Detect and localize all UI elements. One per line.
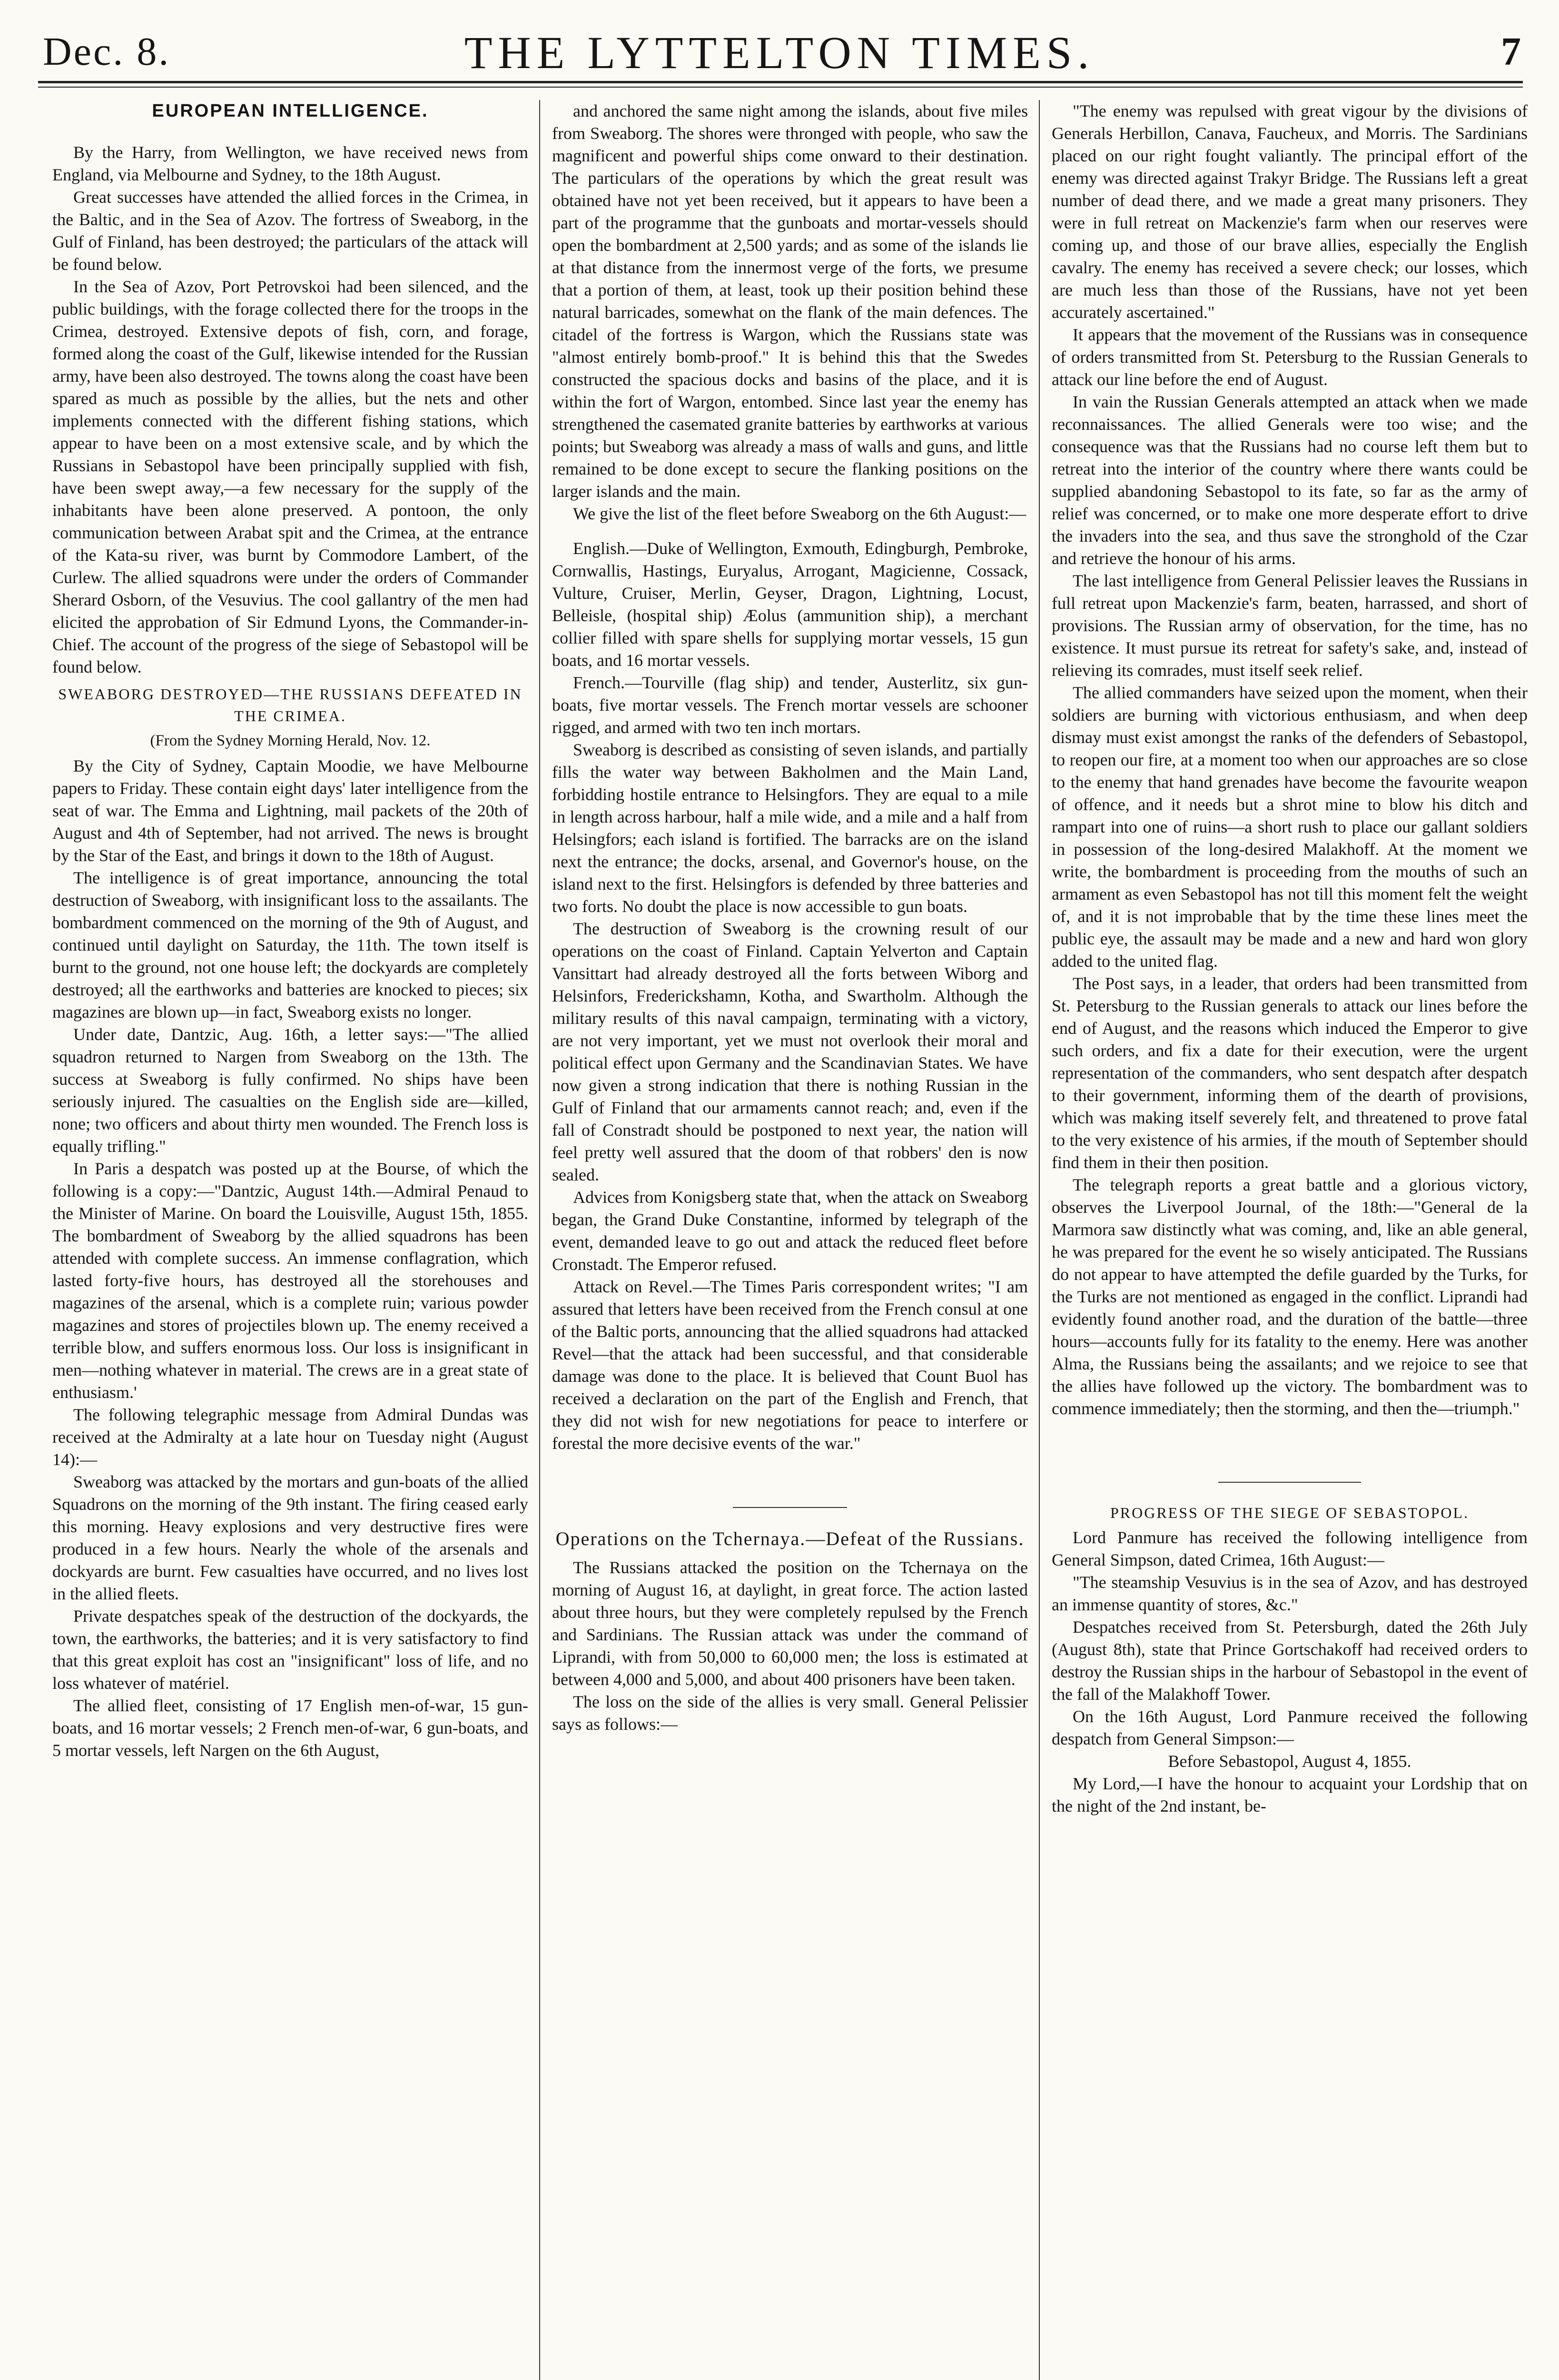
article-source: (From the Sydney Morning Herald, Nov. 12. [150, 732, 431, 749]
paragraph: The following telegraphic message from Admiral Dundas was received at the Admiralty at a late hour on Tuesday night (August 14):— [52, 1405, 528, 1469]
paragraph: The telegraph reports a great battle and a glorious victory, observes the Liverpool Journal, of the 18th:—"General de la Marmora saw distinctly what was coming, and, like an able general, he was prepared for the event he so wisely anticipated. The Russians do not appear to have attempted the defile guarded by the Turks, for the Turks are not mentioned as engaged in the conflict. Liprandi had evidently found another road, and the duration of the battle—three hours—accounts fully for its fatality to the enemy. Here was another Alma, the Russians being the assailants; and we rejoice to see that the allies have followed up the victory. The bombardment was to commence immediately; then the storming, and then the—triumph." [1052, 1175, 1528, 1418]
paragraph: Private despatches speak of the destruction of the dockyards, the town, the earthworks, the batteries; and it is very satisfactory to find that this great exploit has cost an "insignificant" loss of life, and no loss whatever of matériel. [52, 1606, 528, 1693]
column-2 [552, 100, 1028, 2380]
column-divider [1039, 100, 1040, 2380]
paragraph: English.—Duke of Wellington, Exmouth, Edingburgh, Pembroke, Cornwallis, Hastings, Euryalus, Arrogant, Magicienne, Cossack, Vulture, Cruiser, Merlin, Geyser, Dragon, Lightning, Locust, Belleisle, (hospital ship) Æolus (ammunition ship), a merchant collier filled with spare shells for supplying mortar vessels, 15 gun boats, and 16 mortar vessels. [552, 539, 1028, 670]
article-heading: SWEABORG DESTROYED—THE RUSSIANS DEFEATED IN THE CRIMEA. [58, 685, 523, 724]
paragraph: In Paris a despatch was posted up at the Bourse, of which the following is a copy:—"Dantzic, August 14th.—Admiral Penaud to the Minister of Marine. On board the Louisville, August 15th, 1855. The bombardment of Sweaborg by the allied squadrons has been attended with complete success. An immense conflagration, which lasted forty-five hours, has destroyed all the storehouses and magazines of the arsenal, which is a complete ruin; various powder magazines and stores of projectiles blown up. The enemy received a terrible blow, and suffers enormous loss. Our loss is insignificant in men—nothing whatever in material. The crews are in a great state of enthusiasm.' [52, 1159, 528, 1402]
column-3 [1052, 100, 1528, 2380]
section-divider [733, 1507, 847, 1508]
paragraph: "The enemy was repulsed with great vigour by the divisions of Generals Herbillon, Canava, Faucheux, and Morris. The Sardinians placed on our right fought valiantly. The principal effort of the enemy was directed against Trakyr Bridge. The Russians left a great number of dead there, and we made a great many prisoners. They were in full retreat on Mackenzie's farm when our reserves were coming up, and those of our brave allies, especially the English cavalry. The enemy has received a severe check; our losses, which are much less than those of the Russians, have not yet been accurately ascertained." [1052, 101, 1528, 322]
paragraph: It appears that the movement of the Russians was in consequence of orders transmitted from St. Petersburg to the Russian Generals to attack our line before the end of August. [1052, 325, 1528, 389]
section-divider [1218, 1482, 1361, 1483]
column-1 [52, 100, 528, 2380]
header-rule-thin [38, 87, 1523, 88]
paragraph: Under date, Dantzic, Aug. 16th, a letter says:—"The allied squadron returned to Nargen from Sweaborg on the 13th. The success at Sweaborg is fully confirmed. No ships have been seriously injured. The casualties on the English side are—killed, none; two officers and about thirty men wounded. The French loss is equally trifling." [52, 1025, 528, 1156]
issue-date: Dec. 8. [43, 30, 171, 74]
paragraph: Advices from Konigsberg state that, when the attack on Sweaborg began, the Grand Duke Constantine, informed by telegraph of the event, demanded leave to go out and attack the reduced fleet before Cronstadt. The Emperor refused. [552, 1188, 1028, 1274]
paragraph: The Post says, in a leader, that orders had been transmitted from St. Petersburg to the Russian generals to attack our lines before the end of August, and the reasons which induced the Emperor to give such orders, and fix a date for their execution, were the urgent representation of the commanders, who sent despatch after despatch to their government, informing them of the dearth of provisions, which was making itself severely felt, and threatened to prove fatal to the very existence of his armies, if the mouth of September should find them in their then position. [1052, 974, 1528, 1172]
paragraph: The destruction of Sweaborg is the crowning result of our operations on the coast of Finland. Captain Yelverton and Captain Vansittart had already destroyed all the forts between Wiborg and Helsinfors, Frederickshamn, Kotha, and Swartholm. Although the military results of this naval campaign, terminating with a victory, are not very important, yet we must not overlook their moral and political effect upon Germany and the Scandinavian States. We have now given a strong indication that there is nothing Russian in the Gulf of Finland that our armaments cannot reach; and, even if the fall of Constradt should be postponed to next year, the nation will feel pretty well assured that the doom of that robbers' den is now sealed. [552, 919, 1028, 1184]
paragraph: Sweaborg was attacked by the mortars and gun-boats of the allied Squadrons on the morning of the 9th instant. The firing ceased early this morning. Heavy explosions and very destructive fires were produced in a few hours. Nearly the whole of the arsenals and dockyards are burnt. Few casualties have occurred, and no lives lost in the allied fleets. [52, 1472, 528, 1603]
paragraph: Great successes have attended the allied forces in the Crimea, in the Baltic, and in the Sea of Azov. The fortress of Sweaborg, in the Gulf of Finland, has been destroyed; the particulars of the attack will be found below. [52, 188, 528, 274]
article-heading: PROGRESS OF THE SIEGE OF SEBASTOPOL. [1110, 1504, 1470, 1521]
paragraph: On the 16th August, Lord Panmure received the following despatch from General Simpson:— [1052, 1707, 1528, 1748]
paragraph: The loss on the side of the allies is very small. General Pelissier says as follows:— [552, 1692, 1028, 1734]
paragraph: My Lord,—I have the honour to acquaint your Lordship that on the night of the 2nd instant, be- [1052, 1774, 1528, 1815]
section-heading: EUROPEAN INTELLIGENCE. [152, 101, 429, 121]
paragraph: Sweaborg is described as consisting of seven islands, and partially fills the water way between Bakholmen and the Main Land, forbidding hostile entrance to Helsingfors. They are equal to a mile in length across harbour, half a mile wide, and a mile and a half from Helsingfors; each island is fortified. The barracks are on the island next the entrance; the docks, arsenal, and Governor's house, on the island next to the first. Helsingfors is defended by three batteries and two forts. No doubt the place is now accessible to gun boats. [552, 740, 1028, 916]
column-divider [539, 100, 540, 2380]
paragraph: The Russians attacked the position on the Tchernaya on the morning of August 16, at daylight, in great force. The action lasted about three hours, but they were completely repulsed by the French and Sardinians. The Russian attack was under the command of Liprandi, with from 50,000 to 60,000 men; the loss is estimated at between 4,000 and 5,000, and about 400 prisoners have been taken. [552, 1558, 1028, 1689]
paragraph: Lord Panmure has received the following intelligence from General Simpson, dated Crimea, 16th August:— [1052, 1528, 1528, 1569]
newspaper-title: THE LYTTELTON TIMES. [464, 27, 1095, 78]
header-rule [38, 81, 1523, 83]
paragraph: The intelligence is of great importance, announcing the total destruction of Sweaborg, with insignificant loss to the assailants. The bombardment commenced on the morning of the 9th of August, and continued until daylight on Saturday, the 11th. The town itself is burnt to the ground, not one house left; the dockyards are completely destroyed; all the earthworks and batteries are knocked to pieces; six magazines are blown up—in fact, Sweaborg exists no longer. [52, 868, 528, 1021]
masthead-bar [0, 0, 1559, 95]
paragraph: By the City of Sydney, Captain Moodie, we have Melbourne papers to Friday. These contain eight days' later intelligence from the seat of war. The Emma and Lightning, mail packets of the 20th of August and 4th of September, had not arrived. The news is brought by the Star of the East, and brings it down to the 18th of August. [52, 756, 528, 865]
article-heading: Operations on the Tchernaya.—Defeat of the Russians. [555, 1528, 1025, 1549]
paragraph: and anchored the same night among the islands, about five miles from Sweaborg. The shores were thronged with people, who saw the magnificent and powerful ships come onward to their destination. The particulars of the operations by which the great result was obtained have not yet been received, but it appears to have been a part of the programme that the gunboats and mortar-vessels should open the bombardment at 2,500 yards; and as some of the islands lie at that distance from the innermost verge of the forts, we presume that a portion of them, at least, took up their position behind these natural barricades, somewhat on the flank of the main defences. The citadel of the fortress is Wargon, which the Russians state was "almost entirely bomb-proof." It is behind this that the Swedes constructed the spacious docks and basins of the place, and it is within the fort of Wargon, entombed. Since last year the enemy has strengthened the casemated granite batteries by earthworks at various points; but Sweaborg was already a mass of walls and guns, and little remained to be done except to secure the flanking positions on the larger islands and the main. [552, 101, 1028, 501]
paragraph: Despatches received from St. Petersburgh, dated the 26th July (August 8th), state that Prince Gortschakoff had received orders to destroy the Russian ships in the harbour of Sebastopol in the event of the fall of the Malakhoff Tower. [1052, 1617, 1528, 1704]
paragraph: Attack on Revel.—The Times Paris correspondent writes; "I am assured that letters have been received from the French consul at one of the Baltic ports, announcing that the allied squadrons had attacked Revel—that the attack had been successful, and that considerable damage was done to the place. It is believed that Count Buol has received a declaration on the part of the English and French, that they did not wish for new negotiations for peace to interfere or forestal the more decisive events of the war." [552, 1277, 1028, 1453]
paragraph: The allied fleet, consisting of 17 English men-of-war, 15 gun-boats, and 16 mortar vessels; 2 French men-of-war, 6 gun-boats, and 5 mortar vessels, left Nargen on the 6th August, [52, 1696, 528, 1760]
paragraph: We give the list of the fleet before Sweaborg on the 6th August:— [573, 504, 1026, 523]
paragraph: French.—Tourville (flag ship) and tender, Austerlitz, six gun-boats, five mortar vessels. The French mortar vessels are schooner rigged, and armed with two ten inch mortars. [552, 673, 1028, 737]
paragraph: The last intelligence from General Pelissier leaves the Russians in full retreat upon Mackenzie's farm, beaten, harrassed, and short of provisions. The Russian army of observation, for the time, has no existence. It must pursue its retreat for safety's sake, and, instead of relieving its comrades, must itself seek relief. [1052, 571, 1528, 680]
paragraph: By the Harry, from Wellington, we have received news from England, via Melbourne and Sydney, to the 18th August. [52, 143, 528, 184]
paragraph: In vain the Russian Generals attempted an attack when we made reconnaissances. The allied Generals were too wise; and the consequence was that the Russians had no course left them but to retreat into the interior of the country where there wants could be supplied abandoning Sebastopol to its fate, so far as the army of relief was concerned, or to make one more desperate effort to drive the invaders into the sea, and thus save the stronghold of the Czar and retrieve the honour of his arms. [1052, 392, 1528, 568]
paragraph: "The steamship Vesuvius is in the sea of Azov, and has destroyed an immense quantity of stores, &c." [1052, 1573, 1528, 1614]
paragraph: The allied commanders have seized upon the moment, when their soldiers are burning with victorious enthusiasm, and when deep dismay must exist amongst the ranks of the defenders of Sebastopol, to reopen our fire, at a moment too when our approaches are so close to the enemy that hand grenades have become the favourite weapon of offence, and it needs but a shrot mine to blow his ditch and rampart into one of ruins—a short rush to place our gallant soldiers in possession of the long-desired Malakhoff. At the moment we write, the bombardment is proceeding from the mouths of such an armament as even Sebastopol has not till this moment felt the weight of, and it is not improbable that by the time these lines meet the public eye, the assault may be made and a new and hard won glory added to the united flag. [1052, 683, 1528, 971]
spacer [552, 525, 1028, 537]
paragraph: In the Sea of Azov, Port Petrovskoi had been silenced, and the public buildings, with the forage collected there for the troops in the Crimea, destroyed. Extensive depots of fish, corn, and forage, formed along the coast of the Gulf, likewise intended for the Russian army, have been also destroyed. The towns along the coast have been spared as much as possible by the allies, but the nets and other implements connected with the different fishing stations, which appear to have been on a most extensive scale, and by which the Russians in Sebastopol have been principally supplied with fish, have been swept away,—a few necessary for the supply of the inhabitants have been alone preserved. A pontoon, the only communication between Arabat spit and the Crimea, at the entrance of the Kata-su river, was burnt by Commodore Lambert, of the Curlew. The allied squadrons were under the orders of Commander Sherard Osborn, of the Vesuvius. The cool gallantry of the men had elicited the approbation of Sir Edmund Lyons, the Commander-in-Chief. The account of the progress of the siege of Sebastopol will be found below. [52, 277, 528, 676]
dateline: Before Sebastopol, August 4, 1855. [1168, 1752, 1411, 1771]
page-number: 7 [1501, 30, 1521, 74]
